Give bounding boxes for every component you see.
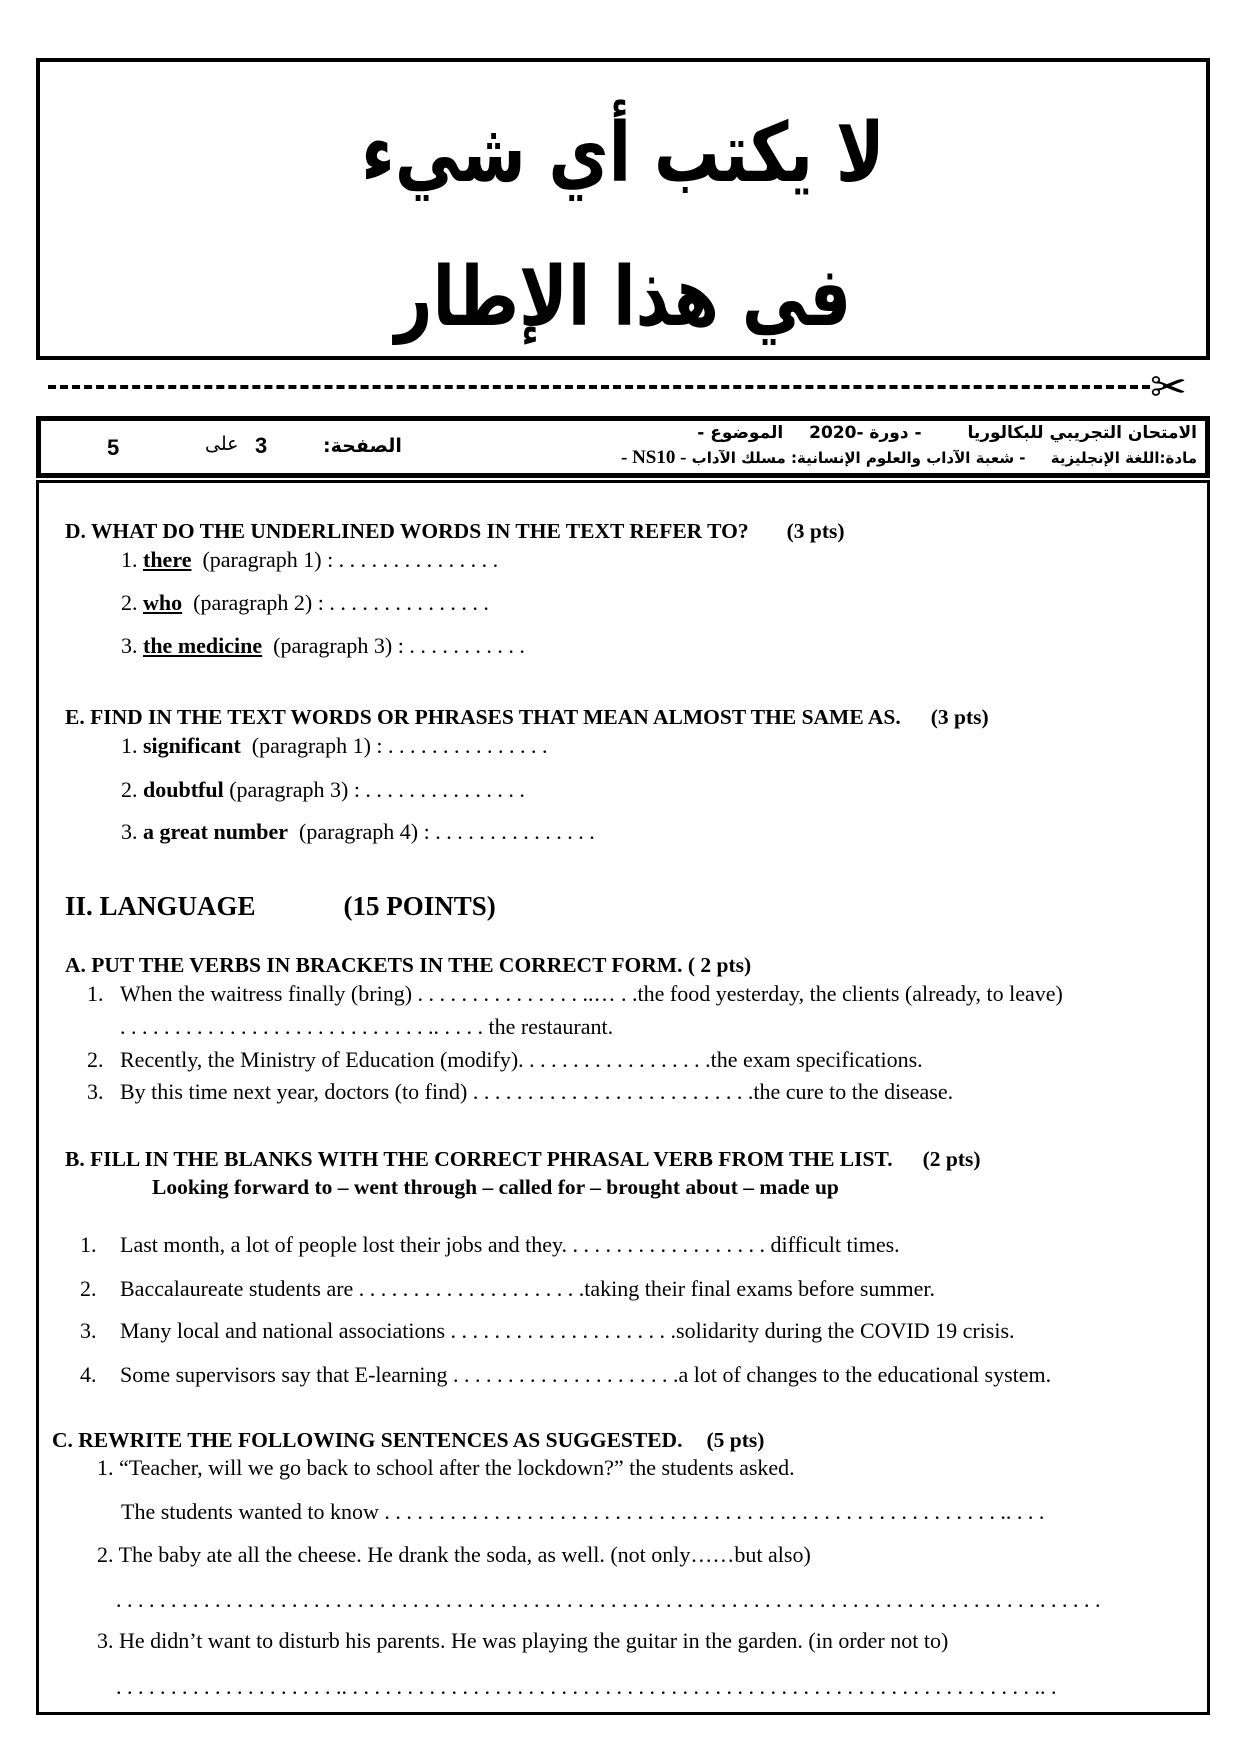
item-number: 4. [80, 1362, 97, 1387]
item-text: Some supervisors say that E-learning . . . . . . . . . . . . . . . . . . . . .a lot of changes to the educational system. [120, 1362, 1052, 1387]
item-text: Baccalaureate students are . . . . . . . . . . . . . . . . . . . . .taking their final exams before summer. [120, 1276, 935, 1301]
section-c-title-text: C. REWRITE THE FOLLOWING SENTENCES AS SUGGESTED. [52, 1428, 683, 1452]
section-b-item [80, 1318, 1015, 1344]
target-word: a great number [143, 819, 289, 844]
exam-code: - NS10 - [620, 447, 687, 468]
section-c-answer-line[interactable]: . . . . . . . . . . . . . . . . . . . . .. . . . . . . . . . . . . . . . . . . . . . . . . . . . . . . . . . . . . . . . . . . . . . . . . . . . . . . . . . . . . . . .. . [116, 1674, 1057, 1699]
section-a-title: A. PUT THE VERBS IN BRACKETS IN THE CORRECT FORM. ( 2 pts) [65, 953, 752, 977]
item-blank: (paragraph 3) : . . . . . . . . . . . . . . . [229, 777, 525, 802]
target-word: doubtful [143, 777, 224, 802]
section-a-item [87, 1079, 953, 1105]
section-c-answer-line[interactable]: . . . . . . . . . . . . . . . . . . . . . . . . . . . . . . . . . . . . . . . . . . . . . . . . . . . . . . . . . . . . . . . . . . . . . . . . . . . . . . . . . . . . . . . . . . [116, 1587, 1101, 1612]
section-e-title [65, 704, 989, 730]
section-b-item [80, 1276, 935, 1302]
item-number: 3. [121, 633, 138, 658]
item-number: 2. [87, 1047, 104, 1072]
exam-header [36, 416, 1210, 478]
item-blank: (paragraph 4) : . . . . . . . . . . . . . . . [299, 819, 595, 844]
item-number: 3. [87, 1079, 104, 1104]
section-b-points: (2 pts) [922, 1147, 981, 1171]
page-of: على [205, 433, 239, 455]
section-d-item [121, 590, 489, 616]
section-e-title-text: E. FIND IN THE TEXT WORDS OR PHRASES THAT MEAN ALMOST THE SAME AS. [65, 705, 901, 729]
section-d-title-text: D. WHAT DO THE UNDERLINED WORDS IN THE TEXT REFER TO? [65, 519, 749, 543]
language-title [65, 890, 496, 922]
cut-line [48, 385, 1150, 389]
page-label: الصفحة: [323, 435, 402, 457]
section-e-points: (3 pts) [930, 705, 989, 729]
subject: مادة:اللغة الإنجليزية [1050, 449, 1197, 467]
section-d-item [121, 547, 498, 573]
subject-label: الموضوع - [697, 423, 784, 443]
header-line-2 [621, 447, 1197, 469]
language-title-text: II. LANGUAGE [65, 891, 256, 921]
item-blank: (paragraph 2) : . . . . . . . . . . . . . . . [193, 590, 489, 615]
header-line-1 [697, 423, 1197, 443]
exam-session: - دورة -2020 [809, 423, 922, 443]
section-d-item [121, 633, 525, 659]
scissors-icon: ✂ [1150, 363, 1187, 412]
item-blank: (paragraph 1) : . . . . . . . . . . . . . . . [251, 733, 548, 758]
item-number: 2. [80, 1276, 97, 1301]
item-text: When the waitress finally (bring) . . . . . . . . . . . . . . . ..… . .the food yesterday, the clients (already, to leave) [120, 981, 1063, 1006]
item-blank: (paragraph 3) : . . . . . . . . . . . [273, 633, 525, 658]
section-b-title-text: B. FILL IN THE BLANKS WITH THE CORRECT PHRASAL VERB FROM THE LIST. [65, 1147, 893, 1171]
item-text: Recently, the Ministry of Education (modify). . . . . . . . . . . . . . . . . .the exam specifications. [120, 1047, 923, 1072]
do-not-write-line-2: في هذا الإطار [394, 250, 852, 345]
item-number: 1. [121, 547, 138, 572]
item-number: 1. [80, 1232, 97, 1257]
section-b-item [80, 1232, 900, 1258]
item-number: 1. [121, 733, 138, 758]
item-blank: (paragraph 1) : . . . . . . . . . . . . . . . [202, 547, 499, 572]
section-b-item [80, 1362, 1051, 1388]
target-word: significant [143, 733, 241, 758]
item-text: Last month, a lot of people lost their jobs and they. . . . . . . . . . . . . . . . . . . difficult times. [120, 1232, 900, 1257]
item-number: 2. [121, 590, 138, 615]
item-text: Many local and national associations . . . . . . . . . . . . . . . . . . . . .solidarity during the COVID 19 crisis. [120, 1318, 1015, 1343]
page-total: 5 [107, 435, 120, 460]
section-b-title [65, 1146, 981, 1172]
underlined-word: the medicine [143, 633, 263, 658]
section-a-item [87, 1047, 923, 1073]
section-c-item: 3. He didn’t want to disturb his parents. He was playing the guitar in the garden. (in order not to) [97, 1628, 949, 1653]
section-e-item [121, 733, 548, 759]
section-a-item [87, 981, 1063, 1007]
section-c-item: 2. The baby ate all the cheese. He drank the soda, as well. (not only……but also) [97, 1542, 811, 1567]
item-number: 3. [121, 819, 138, 844]
section-c-title [52, 1427, 764, 1453]
section-c-answer-line[interactable]: The students wanted to know . . . . . . . . . . . . . . . . . . . . . . . . . . . . . . . . . . . . . . . . . . . . . . . . . . . . . . . . .. . . . [121, 1499, 1045, 1524]
exam-title: الامتحان التجريبي للبكالوريا [967, 423, 1197, 443]
do-not-write-line-1: لا يكتب أي شيء [361, 106, 885, 201]
phrasal-verb-list: Looking forward to – went through – called for – brought about – made up [152, 1175, 839, 1199]
underlined-word: there [143, 547, 192, 572]
section-c-points: (5 pts) [706, 1428, 765, 1452]
language-points: (15 POINTS) [343, 891, 496, 921]
section-e-item [121, 777, 525, 803]
item-number: 2. [121, 777, 138, 802]
section-e-item [121, 819, 595, 845]
underlined-word: who [143, 590, 183, 615]
section-a-item-continuation: . . . . . . . . . . . . . . . . . . . . . . . . . . . . .. . . . . the restaurant. [120, 1014, 614, 1039]
branch: - شعبة الآداب والعلوم الإنسانية: مسلك الآداب [691, 449, 1026, 467]
section-d-points: (3 pts) [786, 519, 845, 543]
section-c-item: 1. “Teacher, will we go back to school after the lockdown?” the students asked. [97, 1455, 795, 1480]
section-d-title [65, 518, 845, 544]
item-text: By this time next year, doctors (to find) . . . . . . . . . . . . . . . . . . . . . . . . . .the cure to the disease. [120, 1079, 954, 1104]
item-number: 1. [87, 981, 104, 1006]
page-current: 3 [255, 433, 268, 458]
do-not-write-frame [36, 58, 1210, 360]
item-number: 3. [80, 1318, 97, 1343]
